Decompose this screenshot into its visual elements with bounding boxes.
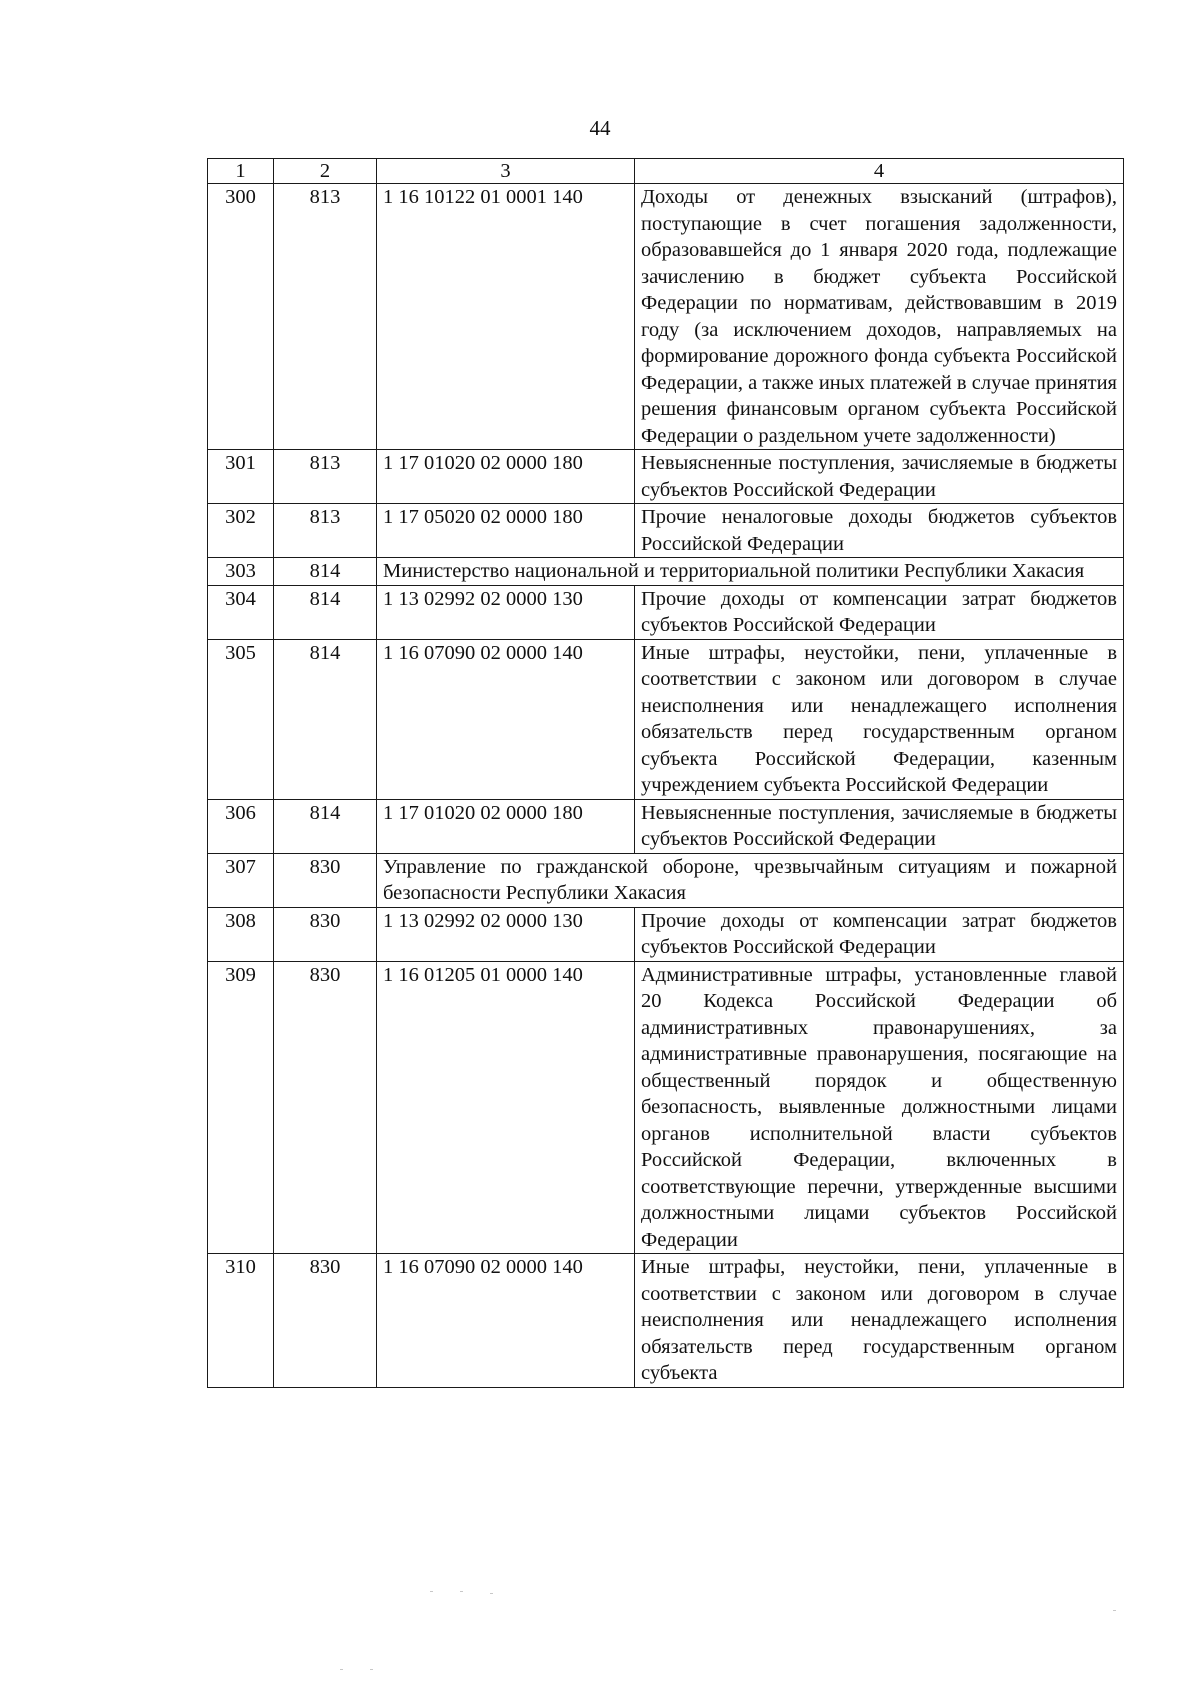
header-cell-3: 3	[377, 159, 635, 184]
table-row	[208, 558, 1124, 586]
administrator-code-cell: 814	[274, 799, 377, 853]
row-number-cell: 303	[208, 558, 274, 586]
table-row	[208, 504, 1124, 558]
revenue-description-cell: Иные штрафы, неустойки, пени, уплаченные в соответствии с законом или договором в случае неисполнения или ненадлежащего исполнения обязательств перед государственным органом субъекта	[635, 1254, 1124, 1388]
revenue-code-cell: 1 17 01020 02 0000 180	[377, 450, 635, 504]
revenue-description-cell: Прочие доходы от компенсации затрат бюджетов субъектов Российской Федерации	[635, 585, 1124, 639]
scan-speck	[460, 1591, 463, 1592]
header-cell-1: 1	[208, 159, 274, 184]
administrator-code-cell: 813	[274, 504, 377, 558]
table-row	[208, 907, 1124, 961]
scan-speck	[340, 1669, 343, 1670]
header-cell-2: 2	[274, 159, 377, 184]
administrator-code-cell: 830	[274, 1254, 377, 1388]
row-number-cell: 309	[208, 961, 274, 1254]
administrator-title-cell: Министерство национальной и территориальной политики Республики Хакасия	[377, 558, 1124, 586]
row-number-cell: 305	[208, 639, 274, 799]
revenue-code-cell: 1 16 07090 02 0000 140	[377, 1254, 635, 1388]
page-number: 44	[589, 116, 611, 140]
revenue-description-cell: Доходы от денежных взысканий (штрафов), поступающие в счет погашения задолженности, образовавшейся до 1 января 2020 года, подлежащие зачислению в бюджет субъекта Российской Федерации по нормативам, действовавшим в 2019 году (за исключением доходов, направляемых на формирование дорожного фонда субъекта Российской Федерации, а также иных платежей в случае принятия решения финансовым органом субъекта Российской Федерации о раздельном учете задолженности)	[635, 184, 1124, 450]
table-row	[208, 450, 1124, 504]
revenue-description-cell: Иные штрафы, неустойки, пени, уплаченные в соответствии с законом или договором в случае неисполнения или ненадлежащего исполнения обязательств перед государственным органом субъекта Российской Федерации, казенным учреждением субъекта Российской Федерации	[635, 639, 1124, 799]
table-row	[208, 961, 1124, 1254]
revenue-description-cell: Прочие доходы от компенсации затрат бюджетов субъектов Российской Федерации	[635, 907, 1124, 961]
table-row	[208, 853, 1124, 907]
administrator-code-cell: 813	[274, 450, 377, 504]
administrator-code-cell: 830	[274, 907, 377, 961]
table-row	[208, 184, 1124, 450]
row-number-cell: 301	[208, 450, 274, 504]
administrator-code-cell: 813	[274, 184, 377, 450]
revenue-code-cell: 1 13 02992 02 0000 130	[377, 907, 635, 961]
header-row	[208, 159, 1124, 184]
table-row	[208, 1254, 1124, 1388]
revenue-description-cell: Административные штрафы, установленные главой 20 Кодекса Российской Федерации об административных правонарушениях, за административные правонарушения, посягающие на общественный порядок и общественную безопасность, выявленные должностными лицами органов исполнительной власти субъектов Российской Федерации, включенных в соответствующие перечни, утвержденные высшими должностными лицами субъектов Российской Федерации	[635, 961, 1124, 1254]
row-number-cell: 300	[208, 184, 274, 450]
row-number-cell: 310	[208, 1254, 274, 1388]
administrator-code-cell: 830	[274, 853, 377, 907]
table-row	[208, 585, 1124, 639]
administrator-title-cell: Управление по гражданской обороне, чрезвычайным ситуациям и пожарной безопасности Республики Хакасия	[377, 853, 1124, 907]
table-row	[208, 799, 1124, 853]
revenue-description-cell: Прочие неналоговые доходы бюджетов субъектов Российской Федерации	[635, 504, 1124, 558]
revenue-code-cell: 1 13 02992 02 0000 130	[377, 585, 635, 639]
administrator-code-cell: 814	[274, 558, 377, 586]
scan-speck	[370, 1669, 373, 1670]
revenue-table	[207, 158, 1124, 1388]
row-number-cell: 306	[208, 799, 274, 853]
administrator-code-cell: 814	[274, 639, 377, 799]
table-body	[208, 159, 1124, 1388]
header-cell-4: 4	[635, 159, 1124, 184]
revenue-code-cell: 1 16 07090 02 0000 140	[377, 639, 635, 799]
row-number-cell: 302	[208, 504, 274, 558]
row-number-cell: 304	[208, 585, 274, 639]
scan-speck	[430, 1591, 433, 1592]
revenue-code-cell: 1 17 01020 02 0000 180	[377, 799, 635, 853]
row-number-cell: 307	[208, 853, 274, 907]
revenue-code-cell: 1 16 10122 01 0001 140	[377, 184, 635, 450]
row-number-cell: 308	[208, 907, 274, 961]
revenue-code-cell: 1 17 05020 02 0000 180	[377, 504, 635, 558]
administrator-code-cell: 830	[274, 961, 377, 1254]
revenue-description-cell: Невыясненные поступления, зачисляемые в бюджеты субъектов Российской Федерации	[635, 799, 1124, 853]
scan-speck	[490, 1593, 493, 1594]
scan-speck	[1113, 1610, 1116, 1611]
administrator-code-cell: 814	[274, 585, 377, 639]
revenue-code-cell: 1 16 01205 01 0000 140	[377, 961, 635, 1254]
table-row	[208, 639, 1124, 799]
revenue-description-cell: Невыясненные поступления, зачисляемые в бюджеты субъектов Российской Федерации	[635, 450, 1124, 504]
